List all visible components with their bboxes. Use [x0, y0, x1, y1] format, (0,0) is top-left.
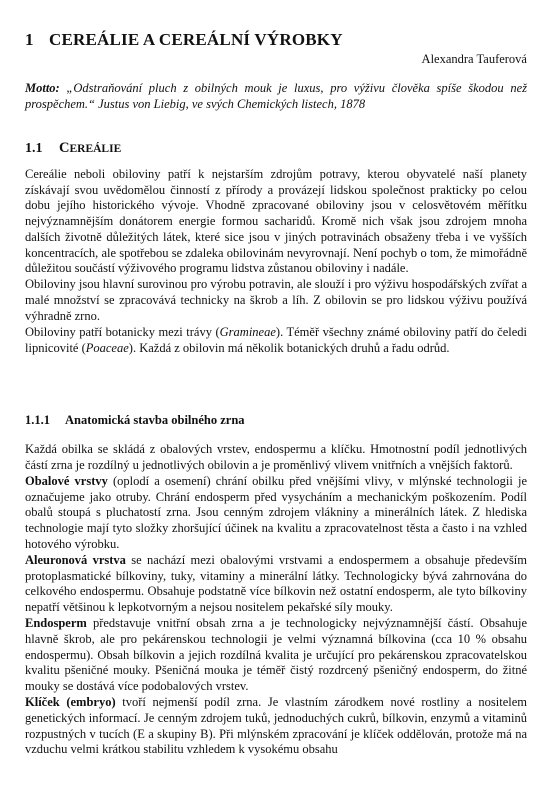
chapter-title: CEREÁLIE A CEREÁLNÍ VÝROBKY: [49, 30, 343, 49]
latin-name: Gramineae: [219, 325, 276, 340]
paragraph-klicek: Klíček (embryo) tvoří nejmenší podíl zrna. Je vlastním zárodkem nové rostliny a nositelem genetických informací. Je cenným zdrojem tuků, jednoduchých cukrů, bílkovin, enzymů a vitaminů rozpustných v tucích (E a skupiny B). Při mlýnském zpracování je klíček oddělován, protože má na vzduchu velmi krátkou stabilitu vzhledem k vysokému obsahu: [25, 695, 527, 757]
paragraph: Každá obilka se skládá z obalových vrstev, endospermu a klíčku. Hmotnostní podíl jednotlivých částí zrna je rozdílný u jednotlivých obilovin a je proměnlivý vlivem vnitřních a vnějších faktorů.: [25, 442, 527, 472]
paragraph: Obiloviny jsou hlavní surovinou pro výrobu potravin, ale slouží i pro výživu hospodářských zvířat a malé množství se zpracovává technicky na škrob a líh. Z obilovin se pro lidskou výživu používá výhradně zrno.: [25, 277, 527, 323]
paragraph-aleuronova-vrstva: Aleuronová vrstva se nachází mezi obalovými vrstvami a endospermem a obsahuje především protoplasmatické bílkoviny, tuky, vitaminy a minerální látky. Technologicky bývá zahrnována do celkového endospermu. Obsahuje podstatně více bílkovin než ostatní endosperm, ale tyto bílkoviny nepatří většinou k lepkotvorným a nejsou nositelem pekařské síly mouky.: [25, 552, 528, 615]
term: Klíček (embryo): [25, 695, 116, 710]
subsection-number: 1.1.1: [25, 413, 50, 427]
paragraph-obalove-vrstvy: Obalové vrstvy (oplodí a osemení) chrání obilku před vnějšími vlivy, v mlýnské technologii je označujeme jako otruby. Chrání endosperm před vysycháním a mechanickým poškozením. Podíl obalů stoupá s pluchatostí zrna. Jsou cenným zdrojem vlákniny a minerálních látek. Z hlediska technologie mají tyto složky zhoršující účinek na kvalitu a zpracovatelnost těsta a často i na vzhled hotového výrobku.: [25, 473, 527, 551]
motto-quote: [25, 80, 527, 112]
chapter-number: 1: [25, 30, 34, 49]
subsection-title: Anatomická stavba obilného zrna: [65, 413, 245, 427]
motto-label: Motto:: [25, 81, 60, 95]
term: Endosperm: [25, 616, 87, 631]
paragraph-endosperm: Endosperm představuje vnitřní obsah zrna a je technologicky nejvýznamnější částí. Obsahuje hlavně škrob, ale pro pekárenskou technologii je velmi významná bílkovina (cca 10 % obsahu endospermu). Obsah bílkovin a jejich rozdílná kvalita je určující pro pekárenskou zpracovatelskou kvalitu pšeničné mouky. Pšeničná mouka je téměř čistý rozdrcený pšeničný endosperm, do žitné mouky se dostává více podobalových vrstev.: [25, 616, 527, 694]
subsection-body: [25, 442, 527, 758]
section-title-initial: C: [59, 140, 70, 156]
paragraph-botanic: Obiloviny patří botanicky mezi trávy (Gramineae). Téměř všechny známé obiloviny patří do čeledi lipnicovité (Poaceae). Každá z obilovin má několik botanických druhů a řadu odrůd.: [25, 325, 527, 355]
section-heading: [25, 140, 121, 157]
section-title-rest: EREÁLIE: [69, 143, 122, 155]
paragraph: Cereálie neboli obiloviny patří k nejstarším zdrojům potravy, kterou obyvatelé naší planety získávají svou uvědomělou činností z přírody a provázejí lidskou společnost prakticky po celou dobu jejího historického vývoje. Vhodně zpracované obiloviny jsou v celosvětovém měřítku nejvýznamnějším donátorem energie formou sacharidů. Kromě nich však jsou zdrojem mnoha dalších životně důležitých látek, které sice jsou v jiných potravinách obsaženy třeba i ve vyšších koncentracích, ale spotřebou se zdaleka obilovinám nevyrovnají. Není pochyb o tom, že mimořádně důležitou součástí výživového programu lidstva zůstanou obiloviny i nadále.: [25, 167, 527, 276]
section-body: [25, 167, 527, 356]
motto-text: „Odstraňování pluch z obilných mouk je luxus, pro výživu člověka spíše škodou než prospěchem.“ Justus von Liebig, ve svých Chemických listech, 1878: [25, 81, 527, 111]
section-number: 1.1: [25, 141, 43, 156]
term: Obalové vrstvy: [25, 473, 108, 488]
author-name: Alexandra Tauferová: [421, 52, 527, 66]
chapter-heading: [25, 30, 527, 50]
latin-name: Poaceae: [85, 340, 129, 355]
subsection-heading: [25, 413, 245, 428]
term: Aleuronová vrstva: [25, 552, 126, 567]
